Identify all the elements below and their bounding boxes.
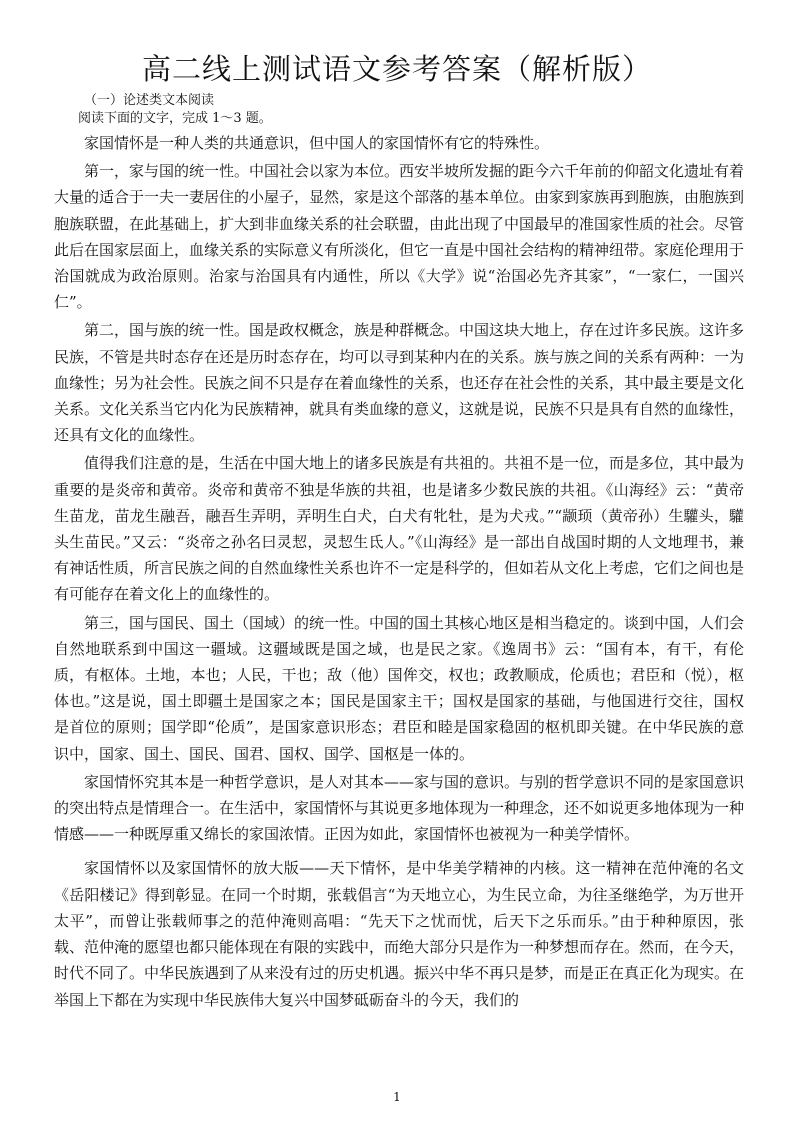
document-title: 高二线上测试语文参考答案（解析版）	[141, 52, 652, 86]
passage-paragraph: 值得我们注意的是，生活在中国大地上的诸多民族是有共祖的。共祖不是一位，而是多位，其中最为重要的是炎帝和黄帝。炎帝和黄帝不独是华族的共祖，也是诸多少数民族的共祖。《山海经》云：“黄帝生苗龙，苗龙生融吾，融吾生弄明，弄明生白犬，白犬有牝牡，是为犬戎。”“颛顼（黄帝孙）生驩头，驩头生苗民。”又云：“炎帝之孙名曰灵恝，灵恝生氐人。”《山海经》是一部出自战国时期的人文地理书，兼有神话性质，所言民族之间的自然血缘性关系也许不一定是科学的，但如若从文化上考虑，它们之间也是有可能存在着文化上的血缘性的。	[54, 454, 745, 604]
section-heading: （一）论述类文本阅读	[84, 93, 215, 108]
passage-paragraph: 家国情怀是一种人类的共通意识，但中国人的家国情怀有它的特殊性。	[84, 134, 550, 152]
passage-paragraph: 家国情怀以及家国情怀的放大版——天下情怀，是中华美学精神的内核。这一精神在范仲淹的名文《岳阳楼记》得到彰显。在同一个时期，张载倡言“为天地立心，为生民立命，为往圣继绝学，为万世开太平”，而曾让张载师事之的范仲淹则高唱：“先天下之忧而忧，后天下之乐而乐。”由于种种原因，张载、范仲淹的愿望也都只能体现在有限的实践中，而绝大部分只是作为一种梦想而存在。然而，在今天，时代不同了。中华民族遇到了从来没有过的历史机遇。振兴中华不再只是梦，而是正在真正化为现实。在举国上下都在为实现中华民族伟大复兴中国梦砥砺奋斗的今天，我们的	[54, 859, 745, 1009]
passage-body	[54, 130, 744, 1015]
page-number: 1	[393, 1090, 401, 1104]
passage-paragraph: 第二，国与族的统一性。国是政权概念，族是种群概念。中国这块大地上，存在过许多民族。这许多民族，不管是共时态存在还是历时态存在，均可以寻到某种内在的关系。族与族之间的关系有两种：一为血缘性；另为社会性。民族之间不只是存在着血缘性的关系，也还存在社会性的关系，其中最主要是文化关系。文化关系当它内化为民族精神，就具有类血缘的意义，这就是说，民族不只是具有自然的血缘性，还具有文化的血缘性。	[54, 321, 745, 445]
passage-paragraph: 第三，国与国民、国土（国域）的统一性。中国的国土其核心地区是相当稳定的。谈到中国，人们会自然地联系到中国这一疆域。这疆域既是国之域，也是民之家。《逸周书》云：“国有本，有干，有伦质，有枢体。土地，本也；人民，干也；敌（他）国侔交，权也；政教顺成，伦质也；君臣和（悦），枢体也。”这是说，国土即疆土是国家之本；国民是国家主干；国权是国家的基础，与他国进行交往，国权是首位的原则；国学即“伦质”，是国家意识形态；君臣和睦是国家稳固的枢机即关键。在中华民族的意识中，国家、国土、国民、国君、国权、国学、国枢是一体的。	[54, 613, 745, 763]
passage-paragraph: 第一，家与国的统一性。中国社会以家为本位。西安半坡所发掘的距今六千年前的仰韶文化遗址有着大量的适合于一夫一妻居住的小屋子，显然，家是这个部落的基本单位。由家到家族再到胞族，由胞族到胞族联盟，在此基础上，扩大到非血缘关系的社会联盟，由此出现了中国最早的准国家性质的社会。尽管此后在国家层面上，血缘关系的实际意义有所淡化，但它一直是中国社会结构的精神纽带。家庭伦理用于治国就成为政治原则。治家与治国具有内通性，所以《大学》说“治国必先齐其家”，“一家仁，一国兴仁”。	[54, 162, 745, 312]
passage-paragraph: 家国情怀究其本是一种哲学意识，是人对其本——家与国的意识。与别的哲学意识不同的是家国意识的突出特点是情理合一。在生活中，家国情怀与其说更多地体现为一种理念，还不如说更多地体现为一种情感——一种既厚重又绵长的家国浓情。正因为如此，家国情怀也被视为一种美学情怀。	[54, 772, 745, 844]
reading-instruction: 阅读下面的文字，完成 1～3 题。	[78, 111, 272, 126]
